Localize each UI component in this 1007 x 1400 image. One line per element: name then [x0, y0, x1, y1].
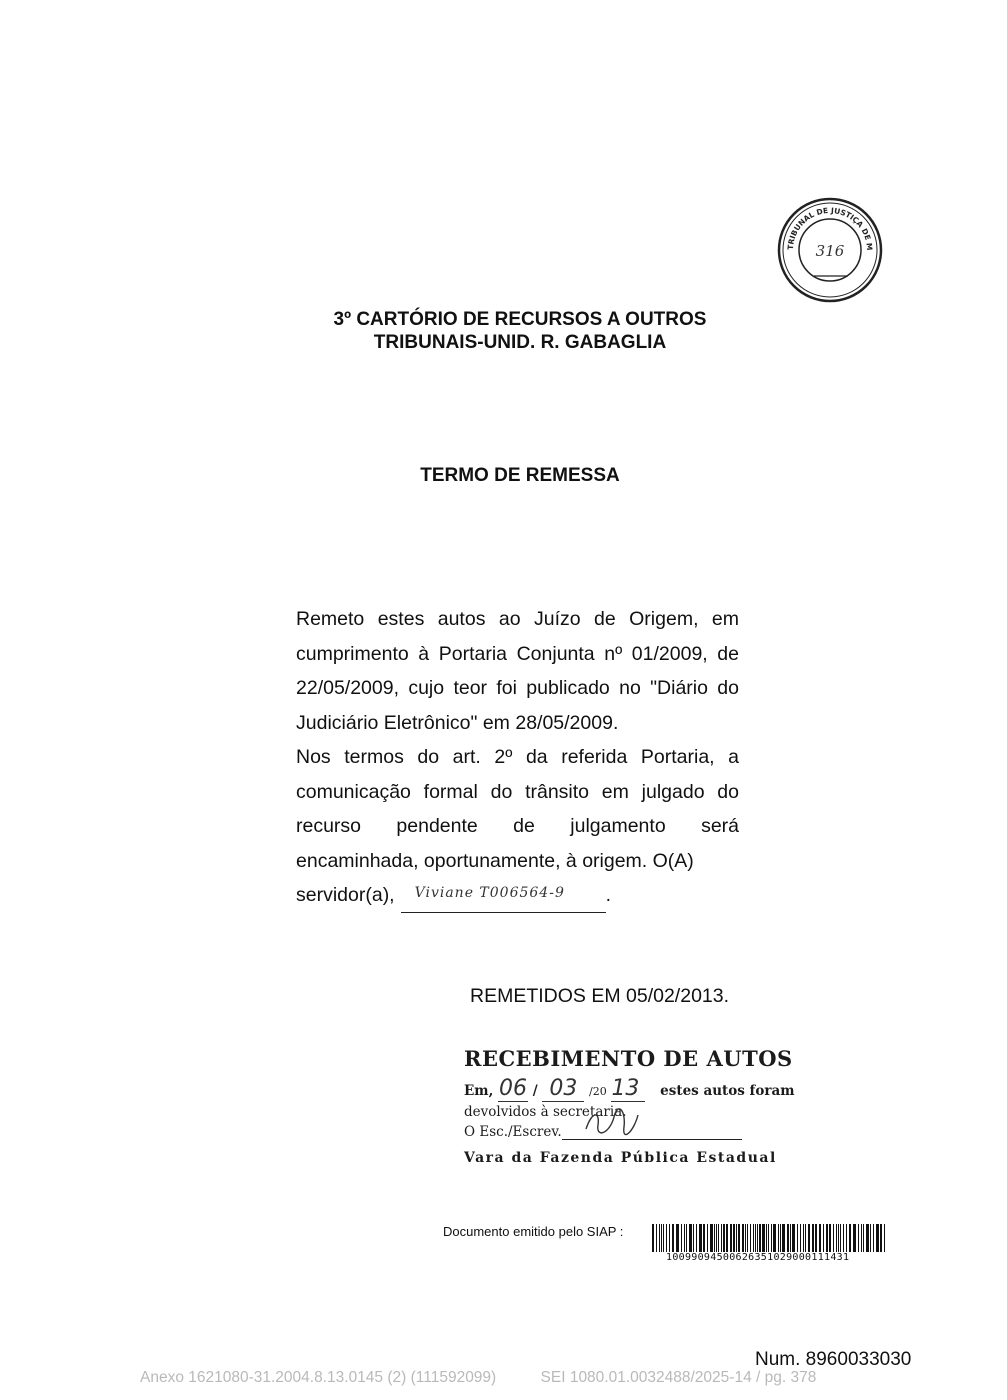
barcode-bar — [745, 1224, 746, 1252]
stamp-signature-line — [562, 1125, 742, 1140]
barcode-bar — [693, 1224, 694, 1252]
barcode-bar — [652, 1224, 654, 1252]
barcode-bar — [689, 1224, 692, 1252]
receipt-stamp — [462, 1046, 812, 1176]
barcode-bar — [753, 1224, 754, 1252]
barcode-bar — [819, 1224, 821, 1252]
barcode-bar — [721, 1224, 722, 1252]
barcode-bar — [843, 1224, 844, 1252]
remetidos-date: REMETIDOS EM 05/02/2013. — [470, 985, 730, 1007]
barcode-bar — [778, 1224, 779, 1252]
barcode-bar — [849, 1224, 851, 1252]
barcode-bar — [870, 1224, 871, 1252]
barcode-bar — [792, 1224, 795, 1252]
barcode-bar — [661, 1224, 662, 1252]
barcode-bar — [742, 1224, 744, 1252]
barcode-bar — [762, 1224, 765, 1252]
stamp-year-prefix: /20 — [589, 1085, 607, 1098]
servidor-signature-line — [401, 885, 606, 913]
barcode-bar — [797, 1224, 798, 1252]
document-body — [296, 602, 739, 913]
barcode-bar — [686, 1224, 687, 1252]
barcode-bar — [710, 1224, 713, 1252]
stamp-signature-scribble — [582, 1107, 642, 1137]
barcode-bar — [718, 1224, 719, 1252]
barcode-bar — [730, 1224, 732, 1252]
barcode-bar — [858, 1224, 859, 1252]
stamp-year: 13 — [611, 1076, 645, 1102]
barcode-graphic — [652, 1224, 888, 1252]
office-header — [200, 308, 840, 354]
barcode-bar — [838, 1224, 839, 1252]
stamp-line-3 — [464, 1124, 742, 1140]
barcode-bar — [861, 1224, 862, 1252]
body-paragraph-1: Remeto estes autos ao Juízo de Origem, em cumprimento à Portaria Conjunta nº 01/2009, de 22/05/2009, cujo teor foi publicado no "Diário do Judiciário Eletrônico" em 28/05/2009. — [296, 608, 739, 734]
barcode-bars — [652, 1224, 888, 1252]
barcode-bar — [707, 1224, 708, 1252]
seal-ring-text: TRIBUNAL DE JUSTIÇA DE M — [785, 205, 875, 251]
barcode-bar — [812, 1224, 814, 1252]
stamp-line-2: devolvidos à secretaria. — [464, 1104, 627, 1120]
barcode-bar — [815, 1224, 817, 1252]
barcode-bar — [808, 1224, 810, 1252]
barcode-bar — [853, 1224, 856, 1252]
footer-anexo: Anexo 1621080-31.2004.8.13.0145 (2) (111592099) — [140, 1369, 497, 1386]
barcode-bar — [656, 1224, 657, 1252]
barcode-bar — [833, 1224, 834, 1252]
stamp-title: RECEBIMENTO DE AUTOS — [464, 1046, 793, 1071]
barcode-bar — [696, 1224, 697, 1252]
barcode-bar — [823, 1224, 824, 1252]
barcode-bar — [800, 1224, 801, 1252]
footer — [140, 1369, 816, 1387]
barcode-bar — [726, 1224, 728, 1252]
stamp-vara: Vara da Fazenda Pública Estadual — [464, 1150, 777, 1166]
stamp-month: 03 — [542, 1076, 584, 1102]
header-line-2: TRIBUNAIS-UNID. R. GABAGLIA — [373, 332, 667, 353]
barcode-bar — [876, 1224, 879, 1252]
barcode-bar — [666, 1224, 667, 1252]
barcode-bar — [846, 1224, 847, 1252]
barcode-bar — [747, 1224, 748, 1252]
barcode-bar — [659, 1224, 660, 1252]
servidor-line — [296, 878, 739, 913]
barcode-bar — [773, 1224, 776, 1252]
barcode-bar — [884, 1224, 885, 1252]
barcode-bar — [782, 1224, 785, 1252]
barcode-number: 10099094500626351029000111431 — [666, 1252, 850, 1263]
barcode-bar — [880, 1224, 882, 1252]
document-num: Num. 8960033030 — [755, 1349, 912, 1370]
barcode-bar — [684, 1224, 685, 1252]
header-line-1: 3º CARTÓRIO DE RECURSOS A OUTROS — [333, 309, 707, 330]
barcode-bar — [681, 1224, 682, 1252]
servidor-label: servidor(a), — [296, 884, 395, 906]
barcode-bar — [750, 1224, 751, 1252]
barcode-bar — [716, 1224, 717, 1252]
barcode-bar — [738, 1224, 740, 1252]
siap-label: Documento emitido pelo SIAP : — [443, 1224, 624, 1239]
barcode-bar — [676, 1224, 679, 1252]
seal-handwritten-number: 316 — [815, 242, 845, 260]
servidor-signature: Viviane T006564-9 — [414, 885, 565, 901]
barcode-bar — [803, 1224, 804, 1252]
barcode-bar — [714, 1224, 715, 1252]
barcode-bar — [663, 1224, 664, 1252]
barcode-bar — [790, 1224, 791, 1252]
barcode-bar — [780, 1224, 781, 1252]
barcode-bar — [768, 1224, 769, 1252]
barcode-bar — [669, 1224, 670, 1252]
barcode-bar — [757, 1224, 758, 1252]
barcode-bar — [873, 1224, 874, 1252]
barcode-bar — [840, 1224, 841, 1252]
barcode-bar — [836, 1224, 837, 1252]
seal-graphic — [776, 196, 884, 304]
servidor-end: . — [605, 884, 612, 906]
barcode-bar — [759, 1224, 761, 1252]
stamp-escrivao-label: O Esc./Escrev. — [464, 1124, 562, 1140]
barcode-bar — [866, 1224, 869, 1252]
barcode-bar — [826, 1224, 828, 1252]
court-seal — [776, 196, 884, 304]
barcode-bar — [672, 1224, 674, 1252]
stamp-date-line: Em, 06 / 03 /20 13 estes autos foram — [464, 1076, 795, 1101]
stamp-em-label: Em, — [464, 1083, 494, 1099]
document-title: TERMO DE REMESSA — [420, 465, 620, 486]
body-paragraph-2: Nos termos do art. 2º da referida Portaria, a comunicação formal do trânsito em julgado do recurso pendente de julgamento será encaminhada, oportunamente, à origem. O(A) — [296, 746, 739, 872]
barcode-bar — [787, 1224, 789, 1252]
barcode-bar — [755, 1224, 756, 1252]
barcode-bar — [766, 1224, 767, 1252]
footer-sei: SEI 1080.01.0032488/2025-14 / pg. 378 — [540, 1369, 817, 1386]
barcode-bar — [829, 1224, 831, 1252]
stamp-after-date: estes autos foram — [660, 1083, 795, 1099]
barcode-bar — [771, 1224, 772, 1252]
barcode-bar — [699, 1224, 702, 1252]
barcode-bar — [703, 1224, 705, 1252]
barcode-bar — [736, 1224, 737, 1252]
stamp-day: 06 — [498, 1076, 527, 1101]
barcode-bar — [805, 1224, 806, 1252]
barcode-bar — [863, 1224, 864, 1252]
barcode-bar — [723, 1224, 725, 1252]
barcode-bar — [733, 1224, 735, 1252]
